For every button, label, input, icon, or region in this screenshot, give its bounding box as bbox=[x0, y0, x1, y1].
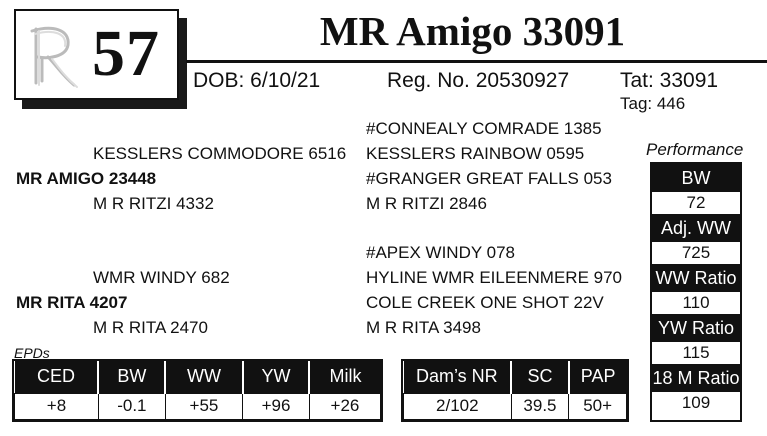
pedigree-sire-sire: KESSLERS COMMODORE 6516 bbox=[93, 144, 347, 163]
lot-box bbox=[14, 9, 179, 100]
epds-label: EPDs bbox=[14, 345, 50, 361]
performance-label-bw: BW bbox=[652, 164, 740, 192]
epd-value-row bbox=[15, 393, 381, 419]
epd-table bbox=[14, 361, 381, 420]
performance-label-ww-ratio: WW Ratio bbox=[652, 264, 740, 292]
pedigree-sire-sire-dam: KESSLERS RAINBOW 0595 bbox=[366, 144, 585, 163]
dam-stats-value-sc: 39.5 bbox=[511, 393, 569, 419]
performance-label-adj-ww: Adj. WW bbox=[652, 214, 740, 242]
tattoo-text: Tat: 33091 bbox=[620, 69, 719, 92]
dam-stats-value-row bbox=[404, 393, 627, 419]
pedigree-dam-sire-dam: HYLINE WMR EILEENMERE 970 bbox=[366, 268, 623, 287]
pedigree-sire-dam-dam: M R RITZI 2846 bbox=[366, 194, 487, 213]
performance-value-bw: 72 bbox=[686, 193, 706, 212]
epd-header-milk: Milk bbox=[309, 361, 380, 393]
epd-header-row bbox=[15, 361, 381, 393]
ranch-logo-icon bbox=[26, 19, 84, 94]
performance-table bbox=[650, 162, 742, 422]
performance-value-yw-ratio: 115 bbox=[682, 343, 710, 362]
pedigree-dam: MR RITA 4207 bbox=[16, 293, 128, 312]
epd-value-ced: +8 bbox=[15, 393, 99, 419]
animal-name: MR Amigo 33091 bbox=[319, 8, 626, 54]
epd-header-bw: BW bbox=[98, 361, 165, 393]
dam-stats-header-nr: Dam’s NR bbox=[404, 361, 512, 393]
performance-title: Performance bbox=[646, 140, 744, 159]
dam-stats-header-row bbox=[404, 361, 627, 393]
epd-header-yw: YW bbox=[243, 361, 310, 393]
epd-value-yw: +96 bbox=[243, 393, 310, 419]
dam-stats-value-pap: 50+ bbox=[569, 393, 627, 419]
epd-header-ww: WW bbox=[165, 361, 242, 393]
dam-stats-table bbox=[403, 361, 627, 420]
registration-number: Reg. No. 20530927 bbox=[387, 69, 570, 92]
performance-value-18m-ratio: 109 bbox=[681, 393, 711, 412]
epd-value-bw: -0.1 bbox=[98, 393, 165, 419]
performance-label-18m-ratio: 18 M Ratio bbox=[652, 364, 740, 392]
performance-value-ww-ratio: 110 bbox=[682, 293, 710, 312]
epd-value-ww: +55 bbox=[165, 393, 242, 419]
pedigree-sire: MR AMIGO 23448 bbox=[16, 169, 157, 188]
performance-label-yw-ratio: YW Ratio bbox=[652, 314, 740, 342]
epd-header-ced: CED bbox=[15, 361, 99, 393]
tag-text: Tag: 446 bbox=[620, 94, 686, 113]
pedigree-dam-dam-dam: M R RITA 3498 bbox=[366, 318, 481, 337]
dob-text: DOB: 6/10/21 bbox=[193, 69, 321, 92]
lot-number: 57 bbox=[92, 17, 160, 90]
pedigree-sire-dam: M R RITZI 4332 bbox=[93, 194, 214, 213]
dam-stats-value-nr: 2/102 bbox=[404, 393, 512, 419]
performance-value-adj-ww: 725 bbox=[681, 243, 711, 262]
pedigree-sire-sire-sire: #CONNEALY COMRADE 1385 bbox=[366, 119, 602, 138]
pedigree-dam-sire: WMR WINDY 682 bbox=[93, 268, 230, 287]
dam-stats-header-pap: PAP bbox=[569, 361, 627, 393]
pedigree-dam-dam-sire: COLE CREEK ONE SHOT 22V bbox=[366, 293, 604, 312]
epd-value-milk: +26 bbox=[309, 393, 380, 419]
pedigree-dam-dam: M R RITA 2470 bbox=[93, 318, 208, 337]
pedigree-dam-sire-sire: #APEX WINDY 078 bbox=[366, 243, 515, 262]
dam-stats-header-sc: SC bbox=[511, 361, 569, 393]
pedigree-sire-dam-sire: #GRANGER GREAT FALLS 053 bbox=[366, 169, 612, 188]
title-divider bbox=[186, 60, 767, 63]
